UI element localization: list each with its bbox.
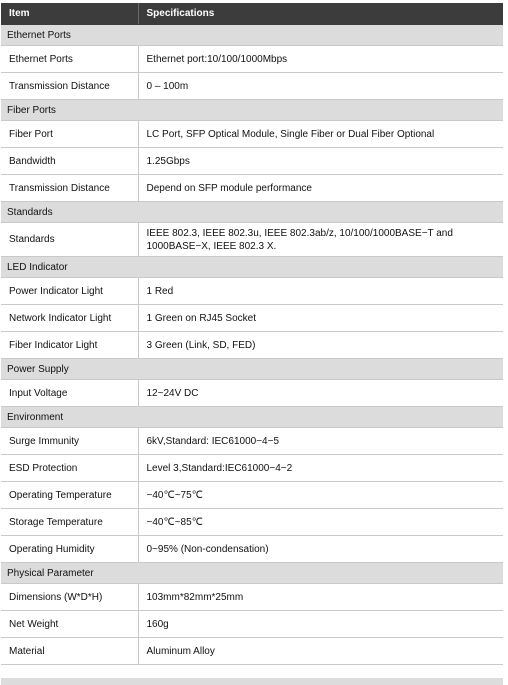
table-row <box>1 175 503 202</box>
value-cell: 160g <box>138 611 503 638</box>
section-row-ethernet-ports <box>1 25 503 46</box>
table-row <box>1 278 503 305</box>
table-row <box>1 305 503 332</box>
specifications-column-header: Specifications <box>138 3 503 25</box>
value-cell: −40℃~75℃ <box>138 482 503 509</box>
value-cell: 1.25Gbps <box>138 148 503 175</box>
value-cell: Aluminum Alloy <box>138 638 503 665</box>
specifications-table <box>1 3 503 665</box>
item-cell: Operating Humidity <box>1 536 138 563</box>
item-cell: Transmission Distance <box>1 175 138 202</box>
value-cell: Ethernet port:10/100/1000Mbps <box>138 46 503 73</box>
item-cell: Bandwidth <box>1 148 138 175</box>
table-row <box>1 638 503 665</box>
item-cell: Network Indicator Light <box>1 305 138 332</box>
table-footer-band <box>1 678 503 685</box>
value-cell: 12~24V DC <box>138 380 503 407</box>
table-row <box>1 148 503 175</box>
value-cell: 1 Green on RJ45 Socket <box>138 305 503 332</box>
section-row-fiber-ports <box>1 100 503 121</box>
value-cell: 1 Red <box>138 278 503 305</box>
section-row-environment <box>1 407 503 428</box>
section-row-led-indicator <box>1 257 503 278</box>
value-cell: 0~95% (Non-condensation) <box>138 536 503 563</box>
table-body <box>1 25 503 665</box>
table-row <box>1 332 503 359</box>
item-cell: Storage Temperature <box>1 509 138 536</box>
section-title: Physical Parameter <box>1 563 503 584</box>
table-row <box>1 536 503 563</box>
value-cell: 0 – 100m <box>138 73 503 100</box>
item-cell: Net Weight <box>1 611 138 638</box>
value-cell: IEEE 802.3, IEEE 802.3u, IEEE 802.3ab/z, 10/100/1000BASE−T and 1000BASE−X, IEEE 802.3 X. <box>138 223 503 257</box>
table-header-row <box>1 3 503 25</box>
section-title: Environment <box>1 407 503 428</box>
table-row <box>1 223 503 257</box>
section-title: Power Supply <box>1 359 503 380</box>
table-row <box>1 584 503 611</box>
section-title: Fiber Ports <box>1 100 503 121</box>
section-row-standards <box>1 202 503 223</box>
item-cell: Standards <box>1 223 138 257</box>
value-cell: Level 3,Standard:IEC61000−4−2 <box>138 455 503 482</box>
table-row <box>1 428 503 455</box>
item-cell: Transmission Distance <box>1 73 138 100</box>
item-cell: Fiber Port <box>1 121 138 148</box>
value-cell: 3 Green (Link, SD, FED) <box>138 332 503 359</box>
item-cell: Surge Immunity <box>1 428 138 455</box>
item-cell: Operating Temperature <box>1 482 138 509</box>
item-cell: Ethernet Ports <box>1 46 138 73</box>
table-row <box>1 46 503 73</box>
value-cell: Depend on SFP module performance <box>138 175 503 202</box>
section-row-power-supply <box>1 359 503 380</box>
table-row <box>1 509 503 536</box>
item-cell: Material <box>1 638 138 665</box>
item-cell: ESD Protection <box>1 455 138 482</box>
item-cell: Input Voltage <box>1 380 138 407</box>
table-row <box>1 121 503 148</box>
item-cell: Power Indicator Light <box>1 278 138 305</box>
item-cell: Fiber Indicator Light <box>1 332 138 359</box>
table-row <box>1 73 503 100</box>
table-row <box>1 455 503 482</box>
value-cell: −40℃~85℃ <box>138 509 503 536</box>
table-row <box>1 611 503 638</box>
table-row <box>1 482 503 509</box>
section-title: Standards <box>1 202 503 223</box>
value-cell: 6kV,Standard: IEC61000−4−5 <box>138 428 503 455</box>
section-title: Ethernet Ports <box>1 25 503 46</box>
section-row-physical-parameter <box>1 563 503 584</box>
value-cell: LC Port, SFP Optical Module, Single Fiber or Dual Fiber Optional <box>138 121 503 148</box>
table-row <box>1 380 503 407</box>
section-title: LED Indicator <box>1 257 503 278</box>
item-column-header: Item <box>1 3 138 25</box>
item-cell: Dimensions (W*D*H) <box>1 584 138 611</box>
value-cell: 103mm*82mm*25mm <box>138 584 503 611</box>
